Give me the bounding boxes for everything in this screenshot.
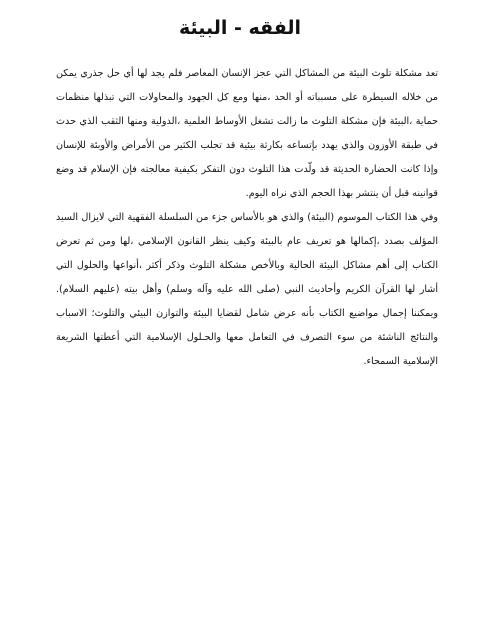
paragraph-intro: تعد مشكلة تلوث البيئة من المشاكل التي عجز الإنسان المعاصر فلم يجد لها أي حل جذري يمكن من خلاله السيطرة على مسبباته أو الحد ،منها ومع كل الجهود والمحاولات التي تبذلها منظمات حماية ،البيئة فإن مشكلة التلوث ما زالت تشغل الأوساط العلمية ،الدولية ومنها الثقب الذي حدث في طبقة الأوزون والذي يهدد بإتساعه بكارثة بيئية قد تجلب الكثير من الأمراض والأوبئة للإنسان وإذا كانت الحضارة الحديثة قد ولّدت هذا التلوث دون التفكر بكيفية معالجته فإن الإسلام قد وضع قوانينه قبل أن ينتشر بهذا الحجم الذي نراه اليوم.	[56, 68, 438, 199]
paragraph-book-summary: وفي هذا الكتاب الموسوم (البيئة) والذي هو بالأساس جزء من السلسلة الفقهية التي لايزال السيد المؤلف بصدد ،إكمالها هو تعريف عام بالبيئة وكيف ينظر القانون الإسلامي ،لها ومن ثم تعرض الكتاب إلى أهم مشاكل البيئة الحالية وبالأخص مشكلة التلوث وذكر أكثر ،أنواعها والحلول التي أشار لها القرآن الكريم وأحاديث النبي (صلى الله عليه وآله وسلم) وأهل بيته (عليهم السلام). ويمكننا إجمال مواضيع الكتاب بأنه عرض شامل لقضايا البيئة والتوازن البيئي والتلوث؛ الاسباب والنتائج الناشئة من سوء التصرف في التعامل معها والحـلول الإسلامية التي أعطتها الشريعة الإسلامية السمحاء.	[56, 212, 438, 367]
page-title: الفقه - البيئة	[178, 17, 302, 39]
document-body	[56, 62, 438, 374]
